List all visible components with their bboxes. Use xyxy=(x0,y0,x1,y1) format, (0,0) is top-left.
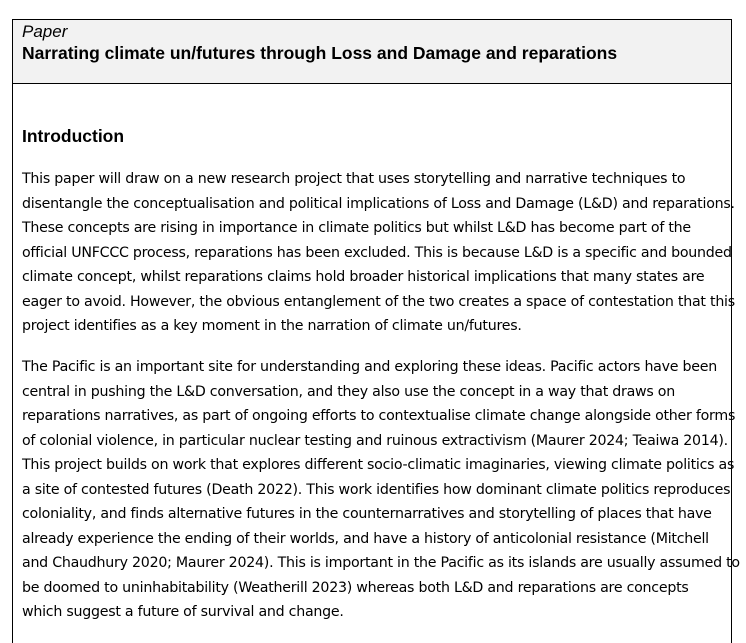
paragraph-line: official UNFCCC process, reparations has been excluded. This is because L&D is a specific and bounded xyxy=(22,244,732,261)
body-box xyxy=(12,83,740,643)
paragraph-line: be doomed to uninhabitability (Weatherill 2023) whereas both L&D and reparations are concepts xyxy=(22,579,689,596)
paragraph-line: These concepts are rising in importance in climate politics but whilst L&D has become part of the xyxy=(22,220,691,236)
paragraph-line: This project builds on work that explores different socio-climatic imaginaries, viewing climate politics as xyxy=(22,457,735,473)
document-title: Narrating climate un/futures through Loss and Damage and reparations xyxy=(22,43,618,63)
paragraph-line: central in pushing the L&D conversation, and they also use the concept in a way that draws on xyxy=(22,383,675,400)
paragraph-line: project identifies as a key moment in the narration of climate un/futures. xyxy=(22,318,522,334)
paragraph-line: reparations narratives, as part of ongoing efforts to contextualise climate change alongside other forms xyxy=(22,408,736,424)
paragraph-line: climate concept, whilst reparations claims hold broader historical implications that many states are xyxy=(22,269,705,285)
document-kind: Paper xyxy=(22,22,68,41)
paragraph-2 xyxy=(22,355,740,625)
paragraph-line: of colonial violence, in particular nuclear testing and ruinous extractivism (Maurer 2024; Teaiwa 2014). xyxy=(22,432,728,449)
section-heading: Introduction xyxy=(22,126,125,146)
paragraph-line: eager to avoid. However, the obvious entanglement of the two creates a space of contestation that this xyxy=(22,293,735,310)
header-box xyxy=(12,19,732,84)
document-page xyxy=(12,19,740,639)
paragraph-line: a site of contested futures (Death 2022). This work identifies how dominant climate politics reproduces xyxy=(22,481,731,498)
paragraph-line: and Chaudhury 2020; Maurer 2024). This is important in the Pacific as its islands are usually assumed to xyxy=(22,555,740,571)
paragraph-line: The Pacific is an important site for understanding and exploring these ideas. Pacific actors have been xyxy=(22,359,717,375)
paragraph-1 xyxy=(22,167,735,339)
paragraph-line: This paper will draw on a new research project that uses storytelling and narrative techniques to xyxy=(22,171,686,187)
paragraph-line: coloniality, and finds alternative futures in the counternarratives and storytelling of places that have xyxy=(22,506,712,522)
paragraph-line: disentangle the conceptualisation and political implications of Loss and Damage (L&D) and reparations. xyxy=(22,195,735,212)
paragraph-line: which suggest a future of survival and change. xyxy=(22,604,344,620)
paragraph-line: already experience the ending of their worlds, and have a history of anticolonial resistance (Mitchell xyxy=(22,530,709,547)
